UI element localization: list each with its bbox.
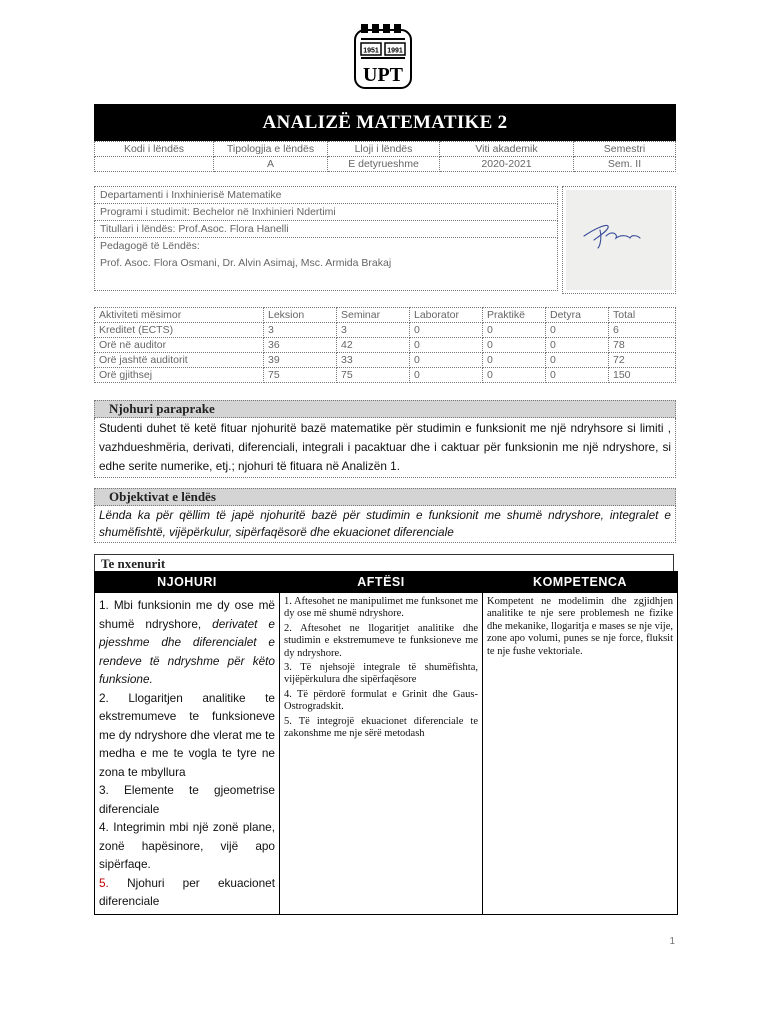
lecturers-label: Pedagogë të Lëndës: — [100, 240, 200, 252]
course-header — [94, 104, 676, 172]
list-text-italic: derivatet e pjesshme dhe diferencialet e rendeve të ndryshme për këto funksione. — [99, 616, 275, 686]
staff-table — [94, 186, 558, 291]
activity-header-cell: Laborator — [410, 308, 483, 323]
table-cell: 3 — [337, 323, 410, 338]
list-text: Integrimin mbi një zonë plane, zonë hapësinore, vijë apo sipërfaqe. — [99, 820, 275, 871]
list-text: Mbi funksionin me dy ose më shumë ndryshore, — [99, 598, 275, 631]
table-row — [95, 338, 676, 353]
list-item — [284, 623, 478, 660]
table-cell: Orë në auditor — [95, 338, 264, 353]
list-item — [284, 596, 478, 621]
info-header-cell: Semestri — [574, 142, 676, 157]
table-cell: 0 — [410, 368, 483, 383]
info-value-cell: Sem. II — [574, 157, 676, 172]
table-cell: 3 — [264, 323, 337, 338]
list-item — [284, 662, 478, 687]
info-header-cell: Kodi i lëndës — [95, 142, 214, 157]
page-number: 1 — [669, 936, 675, 947]
logo-year-left: 1951 — [363, 47, 379, 55]
prereq-title: Njohuri paraprake — [94, 400, 676, 418]
table-cell: 78 — [609, 338, 676, 353]
list-text: Aftesohet ne manipulimet me funksonet me dy ose më shumë ndryshore. — [284, 596, 478, 620]
table-cell: 39 — [264, 353, 337, 368]
njohuri-cell — [95, 593, 280, 915]
info-value-cell — [95, 157, 214, 172]
learning-title: Te nxenurit — [94, 554, 674, 571]
list-item — [99, 818, 275, 874]
list-number: 4. — [284, 688, 292, 700]
list-item — [99, 781, 275, 818]
list-number: 1. — [99, 598, 109, 612]
table-cell: 6 — [609, 323, 676, 338]
info-header-cell: Viti akademik — [440, 142, 574, 157]
lecturers-names: Prof. Asoc. Flora Osmani, Dr. Alvin Asimaj, Msc. Armida Brakaj — [100, 257, 392, 269]
activity-header-cell: Seminar — [337, 308, 410, 323]
activity-header-cell: Praktikë — [483, 308, 546, 323]
table-cell: 0 — [410, 338, 483, 353]
list-text: Elemente te gjeometrise diferenciale — [99, 783, 275, 816]
activity-table — [94, 307, 676, 383]
list-item — [99, 874, 275, 911]
table-cell: 75 — [264, 368, 337, 383]
list-item — [99, 596, 275, 689]
list-number: 5. — [284, 715, 292, 727]
table-row — [95, 368, 676, 383]
course-title: ANALIZË MATEMATIKE 2 — [94, 104, 676, 141]
list-text: Të integrojë ekuacionet diferenciale te zakonshme me nje sërë metodash — [284, 715, 478, 740]
list-text: Llogaritjen analitike te ekstremumeve te funksioneve me dy ndryshore dhe vlerat me te medha e me te vogla te tyre ne zona te mbyllura — [99, 690, 275, 779]
department-cell: Departamenti i Inxhinierisë Matematike — [95, 187, 558, 204]
signature-image — [566, 190, 672, 290]
info-header-row — [95, 142, 676, 157]
list-number: 1. — [284, 596, 292, 607]
table-cell: 0 — [546, 353, 609, 368]
info-header-cell: Tipologjia e lëndës — [214, 142, 328, 157]
activity-header-row — [95, 308, 676, 323]
table-cell: Orë gjithsej — [95, 368, 264, 383]
learning-table — [94, 571, 678, 915]
kompetenca-header: KOMPETENCA — [483, 572, 678, 593]
list-item — [284, 689, 478, 714]
list-number: 5. — [99, 875, 109, 890]
table-cell: 0 — [546, 338, 609, 353]
info-header-cell: Lloji i lëndës — [328, 142, 440, 157]
objectives-title: Objektivat e lëndës — [94, 488, 676, 506]
list-number: 4. — [99, 820, 109, 834]
table-cell: 0 — [483, 353, 546, 368]
lecturers-cell — [95, 238, 558, 291]
aftesi-cell — [280, 593, 483, 915]
table-cell: 42 — [337, 338, 410, 353]
info-value-cell: E detyrueshme — [328, 157, 440, 172]
activity-header-cell: Leksion — [264, 308, 337, 323]
aftesi-header: AFTËSI — [280, 572, 483, 593]
table-cell: 150 — [609, 368, 676, 383]
kompetenca-cell: Kompetent ne modelimin dhe zgjidhjen analitike te nje sere problemesh ne fizike dhe mekanike, llogaritja e mases se nje vije, zone apo volumi, punes se nje force, fluksit te nje fushe vektoriale. — [483, 593, 678, 915]
table-cell: 0 — [483, 323, 546, 338]
prereq-text: Studenti duhet të ketë fituar njohuritë bazë matematike për studimin e funksionit me një ndryhsore si limiti , vazhdueshmëria, derivati, diferenciali, integrali i pacaktuar dhe i caktuar për funksionin me një ndryshore, si edhe serite numerike, etj.; njohuri të fituara në Analizën 1. — [94, 418, 676, 478]
table-cell: Orë jashtë auditorit — [95, 353, 264, 368]
objectives-text: Lënda ka për qëllim të japë njohuritë bazë për studimin e funksionit me shumë ndryshore, integralet e shumëfishtë, vijëpërkulur, sipërfaqësorë dhe ekuacionet diferenciale — [94, 506, 676, 543]
prereq-section — [94, 400, 676, 478]
list-text: Të njehsojë integrale të shumëfishta, vijëpërkulura dhe sipërfaqësore — [284, 662, 478, 686]
activity-header-cell: Aktiviteti mësimor — [95, 308, 264, 323]
table-cell: 0 — [410, 353, 483, 368]
logo-year-right: 1991 — [387, 47, 403, 55]
signature-box — [562, 186, 676, 294]
table-cell: 75 — [337, 368, 410, 383]
list-number: 2. — [284, 622, 292, 634]
table-cell: Kreditet (ECTS) — [95, 323, 264, 338]
table-cell: 0 — [483, 368, 546, 383]
objectives-section — [94, 488, 676, 543]
list-number: 3. — [99, 783, 109, 797]
activity-header-cell: Total — [609, 308, 676, 323]
list-item — [99, 689, 275, 782]
table-cell: 0 — [546, 323, 609, 338]
table-cell: 0 — [483, 338, 546, 353]
list-number: 3. — [284, 662, 292, 674]
university-logo — [353, 24, 413, 94]
activity-header-cell: Detyra — [546, 308, 609, 323]
list-text: Aftesohet ne llogaritjet analitike dhe studimin e ekstremumeve te funksioneve me dy ndryshore. — [284, 622, 478, 659]
table-cell: 0 — [546, 368, 609, 383]
list-number: 2. — [99, 690, 109, 705]
njohuri-header: NJOHURI — [95, 572, 280, 593]
list-text: Njohuri per ekuacionet diferenciale — [99, 875, 276, 908]
info-value-cell: A — [214, 157, 328, 172]
table-row — [95, 323, 676, 338]
logo-acronym: UPT — [363, 64, 403, 86]
course-info-table — [94, 141, 676, 172]
info-value-row — [95, 157, 676, 172]
holder-cell: Titullari i lëndës: Prof.Asoc. Flora Hanelli — [95, 221, 558, 238]
table-cell: 36 — [264, 338, 337, 353]
list-item — [284, 716, 478, 741]
program-cell: Programi i studimit: Bechelor në Inxhinieri Ndertimi — [95, 204, 558, 221]
table-cell: 0 — [410, 323, 483, 338]
list-text: Të përdorë formulat e Grinit dhe Gaus-Ostrogradskit. — [284, 688, 478, 713]
info-value-cell: 2020-2021 — [440, 157, 574, 172]
table-cell: 33 — [337, 353, 410, 368]
table-row — [95, 353, 676, 368]
table-cell: 72 — [609, 353, 676, 368]
